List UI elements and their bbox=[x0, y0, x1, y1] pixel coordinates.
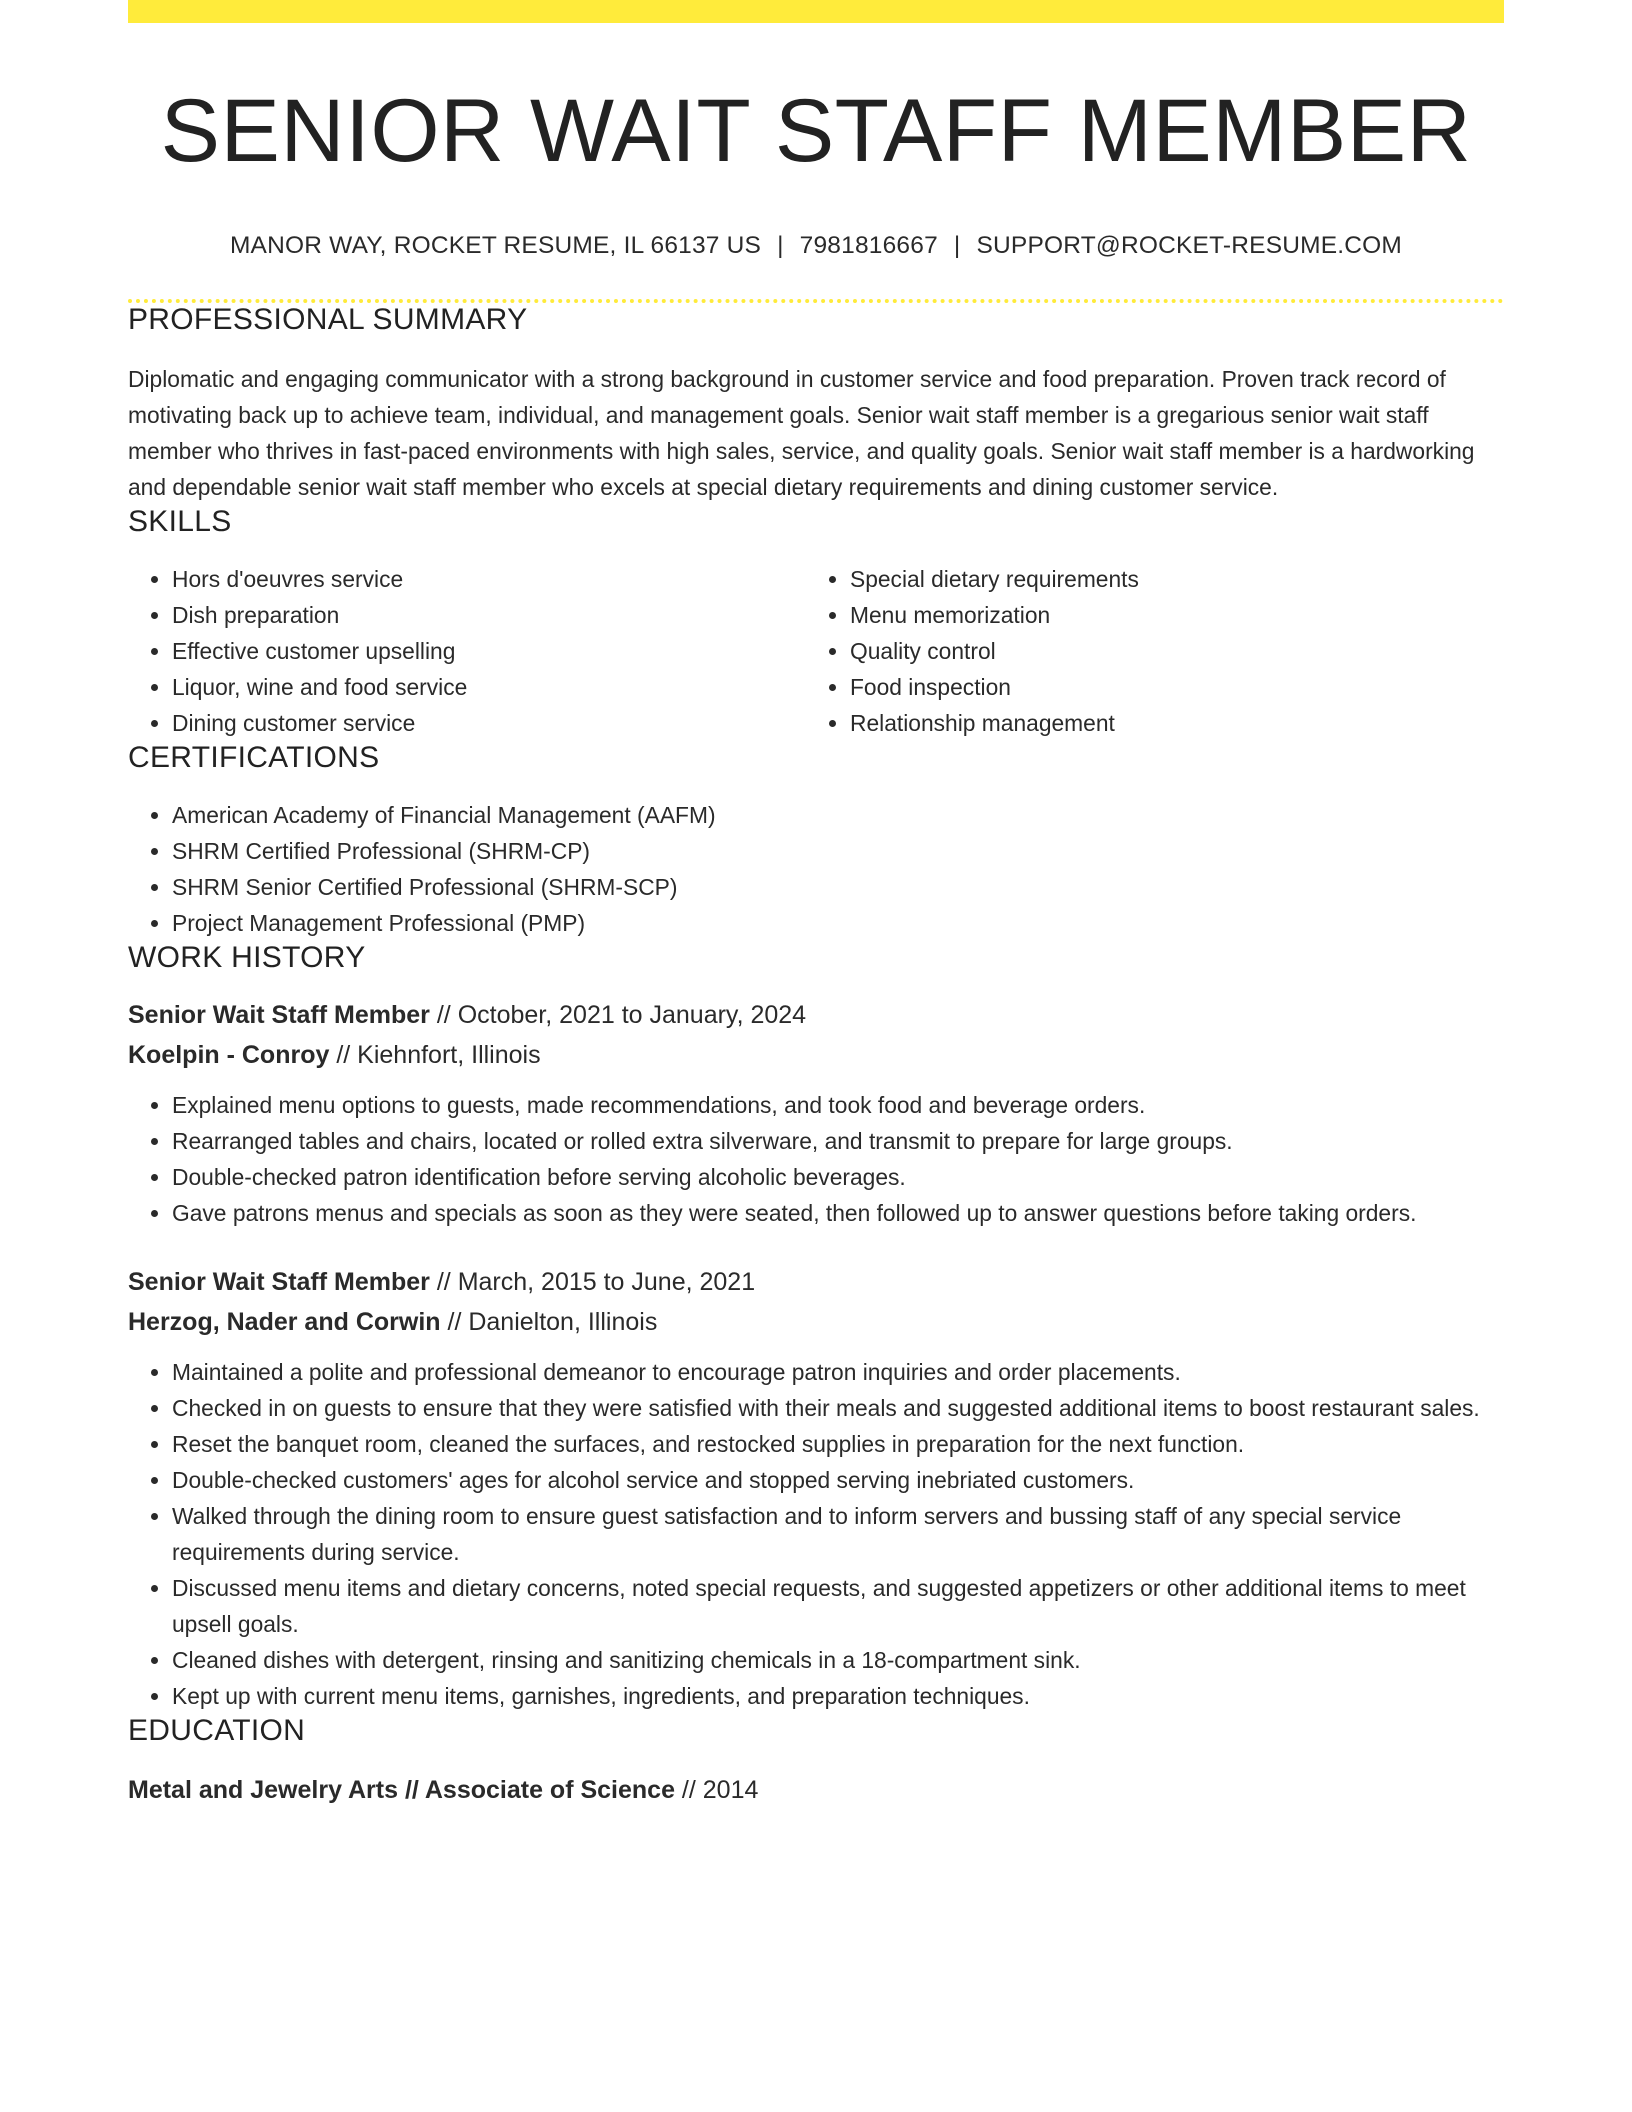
job-bullet: • Checked in on guests to ensure that they were satisfied with their meals and suggested additional items to boost restaurant sales. bbox=[172, 1390, 1504, 1426]
job-bullet: • Reset the banquet room, cleaned the surfaces, and restocked supplies in preparation for the next function. bbox=[172, 1426, 1504, 1462]
education-entry bbox=[128, 1770, 1504, 1810]
skill-item: • Liquor, wine and food service bbox=[172, 669, 806, 705]
certification-item: • American Academy of Financial Management (AAFM) bbox=[172, 797, 1504, 833]
job-bullet: • Rearranged tables and chairs, located or rolled extra silverware, and transmit to prepare for large groups. bbox=[172, 1123, 1504, 1159]
job-company-line bbox=[128, 1302, 1504, 1342]
contact-line bbox=[128, 232, 1504, 260]
job-dates: // October, 2021 to January, 2024 bbox=[429, 1001, 807, 1030]
skill-item: • Effective customer upselling bbox=[172, 633, 806, 669]
skill-item: • Quality control bbox=[850, 633, 1484, 669]
job-bullet: • Discussed menu items and dietary concerns, noted special requests, and suggested appetizers or other additional items to meet upsell goals. bbox=[172, 1570, 1504, 1642]
contact-separator: | bbox=[953, 232, 961, 260]
job-bullet: • Double-checked patron identification before serving alcoholic beverages. bbox=[172, 1159, 1504, 1195]
skill-item: • Special dietary requirements bbox=[850, 561, 1484, 597]
job-role-line bbox=[128, 1262, 1504, 1302]
job-entry bbox=[128, 995, 1504, 1231]
skills-list-left bbox=[128, 561, 806, 741]
job-dates: // March, 2015 to June, 2021 bbox=[429, 1268, 756, 1297]
skill-item: • Food inspection bbox=[850, 669, 1484, 705]
certification-item: • SHRM Certified Professional (SHRM-CP) bbox=[172, 833, 1504, 869]
education-year: // 2014 bbox=[674, 1776, 759, 1805]
section-title-summary: PROFESSIONAL SUMMARY bbox=[128, 303, 528, 337]
skill-item: • Relationship management bbox=[850, 705, 1484, 741]
skill-item: • Hors d'oeuvres service bbox=[172, 561, 806, 597]
job-company: Herzog, Nader and Corwin bbox=[128, 1308, 441, 1337]
job-role: Senior Wait Staff Member bbox=[128, 1268, 430, 1297]
job-bullet: • Maintained a polite and professional demeanor to encourage patron inquiries and order placements. bbox=[172, 1354, 1504, 1390]
job-bullet: • Gave patrons menus and specials as soon as they were seated, then followed up to answer questions before taking orders. bbox=[172, 1195, 1504, 1231]
job-location: // Danielton, Illinois bbox=[440, 1308, 658, 1337]
contact-separator: | bbox=[777, 232, 784, 260]
certification-item: • Project Management Professional (PMP) bbox=[172, 905, 1504, 941]
resume-content bbox=[128, 0, 1504, 1810]
summary-text: Diplomatic and engaging communicator with a strong background in customer service and food preparation. Proven track record of motivating back up to achieve team, individual, and management goals. Senior wait staff member is a gregarious senior wait staff member who thrives in fast-paced environments with high sales, service, and quality goals. Senior wait staff member is a hardworking and dependable senior wait staff member who excels at special dietary requirements and dining customer service. bbox=[128, 366, 1475, 501]
skill-item: • Dish preparation bbox=[172, 597, 806, 633]
job-role: Senior Wait Staff Member bbox=[128, 1001, 430, 1030]
job-bullet: • Double-checked customers' ages for alcohol service and stopped serving inebriated customers. bbox=[172, 1462, 1504, 1498]
skills-list-right bbox=[806, 561, 1484, 741]
section-title-education: EDUCATION bbox=[128, 1714, 306, 1748]
section-title-skills: SKILLS bbox=[128, 505, 232, 539]
top-accent-bar bbox=[128, 0, 1504, 23]
job-bullets bbox=[128, 1354, 1504, 1714]
job-company-line bbox=[128, 1035, 1504, 1075]
contact-email: SUPPORT@ROCKET-RESUME.COM bbox=[976, 232, 1403, 260]
skills-columns bbox=[128, 561, 1504, 741]
skill-item: • Menu memorization bbox=[850, 597, 1484, 633]
job-role-line bbox=[128, 995, 1504, 1035]
candidate-title: SENIOR WAIT STAFF MEMBER bbox=[160, 80, 1472, 180]
section-title-certifications: CERTIFICATIONS bbox=[128, 741, 380, 775]
certifications-list bbox=[128, 797, 1504, 941]
contact-address: MANOR WAY, ROCKET RESUME, IL 66137 US bbox=[229, 232, 762, 260]
job-bullets bbox=[128, 1087, 1504, 1231]
job-company: Koelpin - Conroy bbox=[128, 1041, 330, 1070]
job-location: // Kiehnfort, Illinois bbox=[329, 1041, 541, 1070]
job-bullet: • Explained menu options to guests, made recommendations, and took food and beverage orders. bbox=[172, 1087, 1504, 1123]
job-entry bbox=[128, 1262, 1504, 1714]
job-bullet: • Cleaned dishes with detergent, rinsing and sanitizing chemicals in a 18-compartment sink. bbox=[172, 1642, 1504, 1678]
job-bullet: • Kept up with current menu items, garnishes, ingredients, and preparation techniques. bbox=[172, 1678, 1504, 1714]
skill-item: • Dining customer service bbox=[172, 705, 806, 741]
education-degree: Metal and Jewelry Arts // Associate of Science bbox=[128, 1776, 675, 1805]
contact-phone: 7981816667 bbox=[799, 232, 938, 260]
certification-item: • SHRM Senior Certified Professional (SHRM-SCP) bbox=[172, 869, 1504, 905]
section-title-work-history: WORK HISTORY bbox=[128, 941, 366, 975]
job-bullet: • Walked through the dining room to ensure guest satisfaction and to inform servers and bussing staff of any special service requirements during service. bbox=[172, 1498, 1504, 1570]
